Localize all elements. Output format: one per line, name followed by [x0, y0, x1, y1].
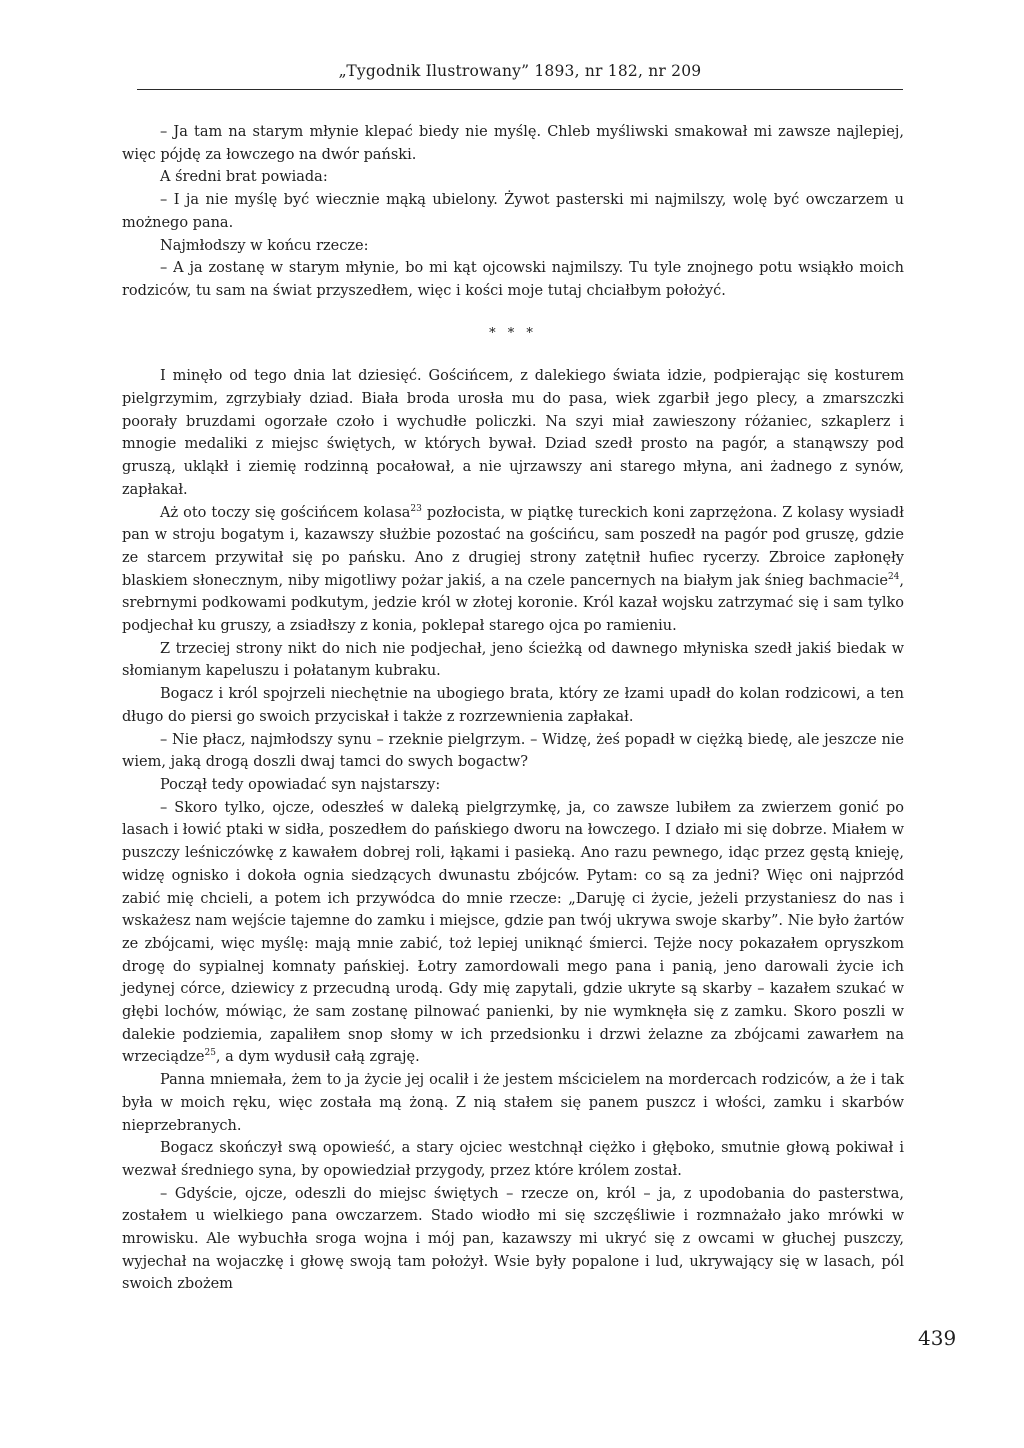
paragraph: [122, 797, 904, 1069]
header-rule: [137, 89, 903, 90]
text-span: Aż oto toczy się gościńcem kolasa: [160, 504, 411, 521]
paragraph: I minęło od tego dnia lat dziesięć. Gościńcem, z dalekiego świata idzie, podpierając się kosturem pielgrzymim, zgrzybiały dziad. Biała broda urosła mu do pasa, wiek zgarbił jego plecy, a zmarszczki poorały bruzdami ogorzałe czoło i wychudłe policzki. Na szyi miał zawieszony różaniec, szkaplerz i mnogie medaliki z miejsc świętych, w których bywał. Dziad szedł prosto na pagór, a stanąwszy pod gruszą, ukląkł i ziemię rodzinną pocałował, a nie ujrzawszy ani starego młyna, ani żadnego z synów, zapłakał.: [122, 368, 904, 498]
paragraph: – A ja zostanę w starym młynie, bo mi kąt ojcowski najmilszy. Tu tyle znojnego potu wsiąkło moich rodziców, tu sam na świat przyszedłem, więc i kości moje tutaj chciałbym położyć.: [122, 260, 904, 299]
footnote-ref: 23: [410, 503, 422, 514]
paragraph: Z trzeciej strony nikt do nich nie podjechał, jeno ścieżką od dawnego młyniska szedł jakiś biedak w słomianym kapeluszu i połatanym kubraku.: [122, 640, 904, 680]
footnote-ref: 24: [887, 571, 900, 582]
paragraph: Bogacz i król spojrzeli niechętnie na ubogiego brata, który ze łzami upadł do kolan rodzicowi, a ten długo do piersi go swoich przyciskał i także z rozrzewnienia zapłakał.: [122, 686, 904, 725]
section-separator: * * *: [489, 325, 537, 341]
paragraph: Począł tedy opowiadać syn najstarszy:: [160, 776, 441, 793]
footnote-ref: 25: [204, 1048, 216, 1059]
running-header: „Tygodnik Ilustrowany” 1893, nr 182, nr 209: [338, 62, 702, 80]
paragraph: Panna mniemała, żem to ja życie jej ocalił i że jestem mścicielem na mordercach rodziców, a że i tak była w moich ręku, więc została mą żoną. Z nią stałem się panem puszcz i włości, zamku i skarbów nieprzebranych.: [122, 1072, 904, 1134]
text-span: , srebrnymi podkowami podkutym, jedzie król w złotej koronie. Król kazał wojsku zatrzymać się i sam tylko podjechał ku gruszy, a zsiadłszy z konia, poklepał starego ojca po ramieniu.: [122, 572, 904, 635]
paragraph: Najmłodszy w końcu rzecze:: [160, 237, 369, 254]
paragraph: – Gdyście, ojcze, odeszli do miejsc świętych – rzecze on, król – ja, z upodobania do pasterstwa, zostałem u wielkiego pana owczarzem. Stado wiodło mi się szczęśliwie i rozmnażało jako mrówki w mrowisku. Ale wybuchła sroga wojna i mój pan, kazawszy mi ukryć się z owcami w głuchej puszczy, wyjechał na wojaczkę i głowę swoją tam położył. Wsie były popalone i lud, ukrywający się w lasach, pól swoich zbożem: [122, 1185, 904, 1293]
text-span: pozłocista, w piątkę tureckich koni zaprzężona. Z kolasy wysiadł pan w stroju bogatym i, kazawszy służbie pozostać na gościńcu, sam poszedł na pagór pod gruszę, gdzie ze starcem przywitał się po pańsku. Ano z drugiej strony zatętnił hufiec rycerzy. Zbroice zapłonęły blaskiem słonecznym, niby migotliwy pożar jakiś, a na czele pancernych na białym jak śnieg bachmacie: [122, 504, 905, 589]
text-span: – Skoro tylko, ojcze, odeszłeś w daleką pielgrzymkę, ja, co zawsze lubiłem za zwierzem gonić po lasach i łowić ptaki w sidła, poszedłem do pańskiego dworu na łowczego. I działo mi się dobrze. Miałem w puszczy leśniczówkę z kawałem dobrej roli, łąkami i pasieką. Ano razu pewnego, idąc przez gęstą knieję, widzę ognisko i dokoła ognia siedzących dwunastu zbójców. Pytam: co są za jedni? Więc oni najprzód zabić mię chcieli, a potem ich przywódca do mnie rzecze: „Daruję ci życie, jeżeli przystaniesz do nas i wskażesz nam wejście tajemne do zamku i miejsce, gdzie pan twój ukrywa swoje skarby”. Nie było żartów ze zbójcami, więc myślę: mają mnie zabić, toż lepiej uniknąć śmierci. Tejże nocy pokazałem opryszkom drogę do sypialnej komnaty pańskiej. Łotry zamordowali mego pana i panią, jeno darowali życie ich jedynej córce, dziewicy z przecudną urodą. Gdy mię zapytali, gdzie ukryte są skarby – kazałem szukać w głębi lochów, mówiąc, że sam zostanę pilnować panienki, by nie wymknęła się z zamku. Skoro poszli w dalekie podziemia, zapaliłem snop słomy w ich przedsionku i drzwi żelazne za zbójcami zawarłem na wrzeciądze: [122, 799, 904, 1066]
paragraph: Bogacz skończył swą opowieść, a stary ojciec westchnął ciężko i głęboko, smutnie głową pokiwał i wezwał średniego syna, by opowiedział przygody, przez które królem został.: [122, 1140, 904, 1179]
paragraph: – Nie płacz, najmłodszy synu – rzeknie pielgrzym. – Widzę, żeś popadł w ciężką biedę, ale jeszcze nie wiem, jaką drogą doszli dwaj tamci do swych bogactw?: [122, 731, 904, 771]
paragraph: – Ja tam na starym młynie klepać biedy nie myślę. Chleb myśliwski smakował mi zawsze najlepiej, więc pójdę za łowczego na dwór pański.: [122, 124, 904, 163]
page-number: 439: [918, 1326, 957, 1350]
text-span: , a dym wydusił całą zgraję.: [215, 1049, 420, 1066]
paragraph: [122, 502, 904, 638]
paragraph: – I ja nie myślę być wiecznie mąką ubielony. Żywot pasterski mi najmilszy, wolę być owczarzem u możnego pana.: [122, 192, 904, 231]
body-text: [122, 121, 904, 1296]
paragraph: A średni brat powiada:: [160, 169, 328, 186]
